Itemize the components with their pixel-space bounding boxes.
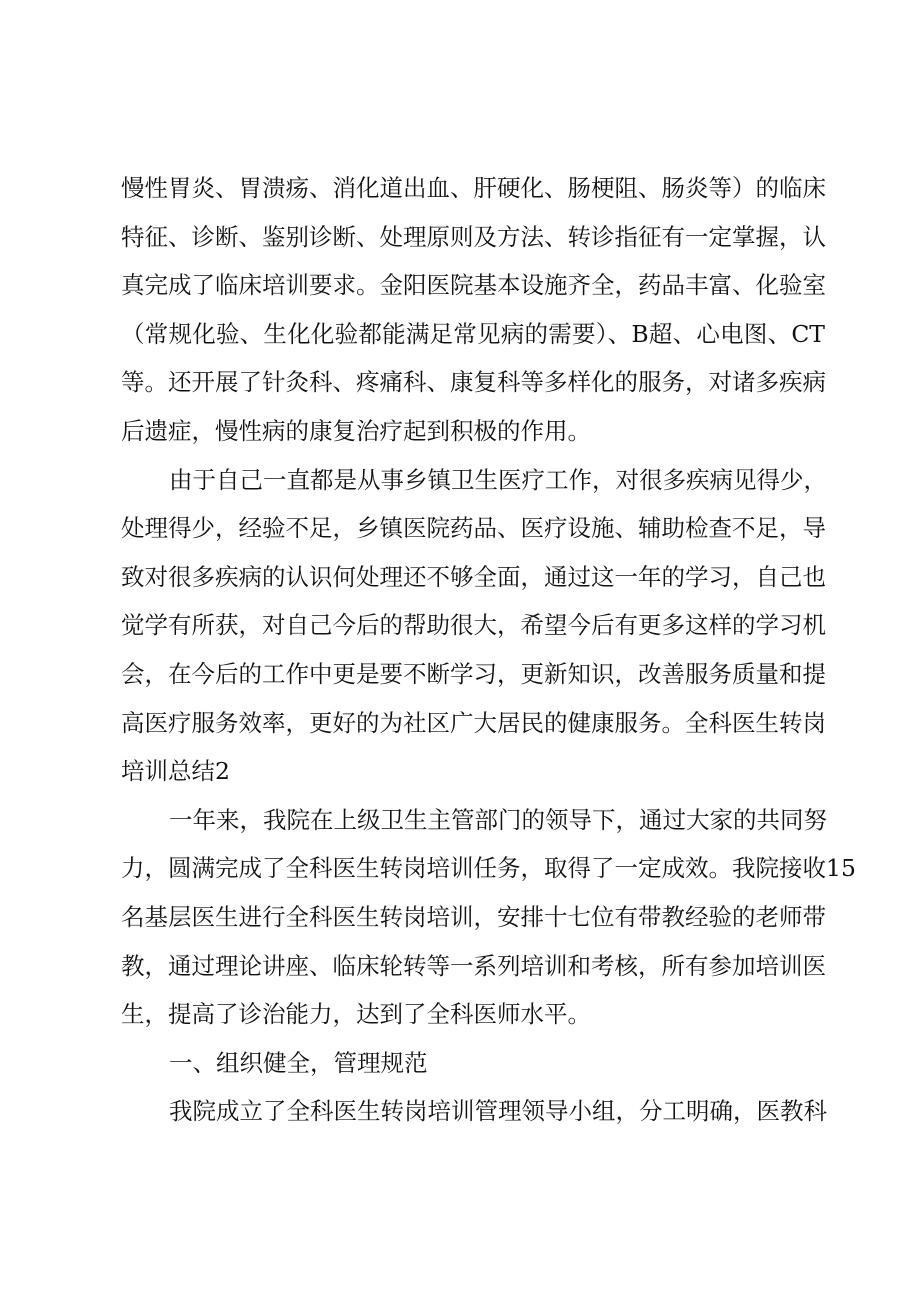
paragraph-4-line-1: 我院成立了全科医生转岗培训管理领导小组，分工明确，医教科 [169, 1097, 827, 1126]
paragraph-2-line-6: 高医疗服务效率，更好的为社区广大居民的健康服务。全科医生转岗 [121, 708, 826, 737]
paragraph-3-line-2: 力，圆满完成了全科医生转岗培训任务，取得了一定成效。我院接收15 [121, 854, 856, 883]
paragraph-3-line-1: 一年来，我院在上级卫生主管部门的领导下，通过大家的共同努 [169, 805, 827, 834]
text-line-1: 慢性胃炎、胃溃疡、消化道出血、肝硬化、肠梗阻、肠炎等）的临床 [121, 174, 826, 202]
paragraph-2-line-3: 致对很多疾病的认识何处理还不够全面，通过这一年的学习，自己也 [121, 562, 826, 591]
paragraph-2-line-4: 觉学有所获，对自己今后的帮助很大，希望今后有更多这样的学习机 [121, 611, 826, 640]
text-line-6: 后遗症，慢性病的康复治疗起到积极的作用。 [121, 416, 591, 445]
document-body [121, 164, 856, 1136]
paragraph-3-line-5: 生，提高了诊治能力，达到了全科医师水平。 [121, 1000, 591, 1029]
paragraph-2-line-2: 处理得少，经验不足，乡镇医院药品、医疗设施、辅助检查不足，导 [121, 514, 826, 543]
paragraph-2-line-7: 培训总结2 [121, 757, 230, 786]
text-line-3: 真完成了临床培训要求。金阳医院基本设施齐全，药品丰富、化验室 [121, 271, 826, 300]
text-line-5: 等。还开展了针灸科、疼痛科、康复科等多样化的服务，对诸多疾病 [121, 368, 826, 397]
text-line-2: 特征、诊断、鉴别诊断、处理原则及方法、转诊指征有一定掌握，认 [121, 222, 826, 251]
paragraph-3-line-4: 教，通过理论讲座、临床轮转等一系列培训和考核，所有参加培训医 [121, 951, 826, 980]
paragraph-2-line-1: 由于自己一直都是从事乡镇卫生医疗工作，对很多疾病见得少， [169, 465, 827, 494]
paragraph-2-line-5: 会，在今后的工作中更是要不断学习，更新知识，改善服务质量和提 [121, 659, 826, 688]
section-heading: 一、组织健全，管理规范 [169, 1048, 428, 1077]
text-line-4: （常规化验、生化化验都能满足常见病的需要）、B超、心电图、CT [121, 319, 825, 348]
paragraph-3-line-3: 名基层医生进行全科医生转岗培训，安排十七位有带教经验的老师带 [121, 902, 826, 931]
